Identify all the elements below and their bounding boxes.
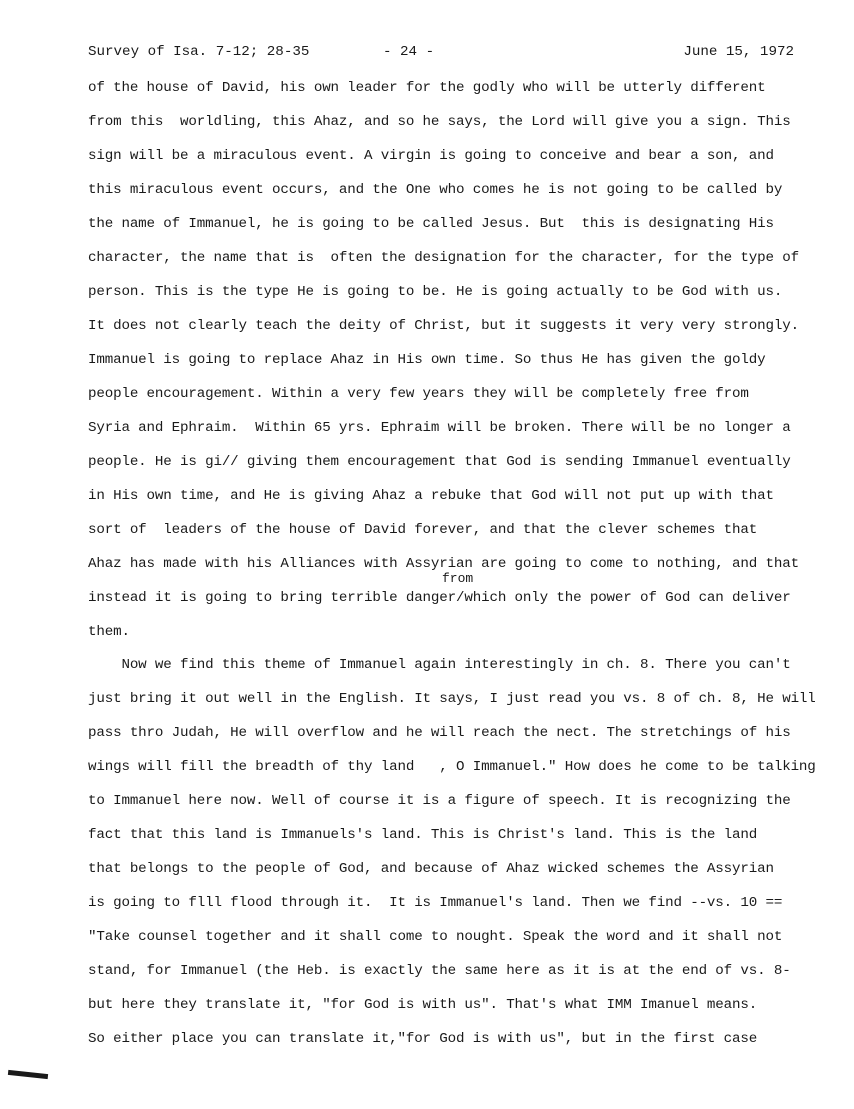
page-header	[88, 44, 794, 64]
header-title: Survey of Isa. 7-12; 28-35	[88, 44, 310, 60]
text-line: person. This is the type He is going to be. He is going actually to be God with us.	[88, 284, 783, 300]
text-line: people encouragement. Within a very few years they will be completely free from	[88, 386, 749, 402]
text-line: people. He is gi// giving them encouragement that God is sending Immanuel eventually	[88, 454, 791, 470]
text-line: but here they translate it, "for God is with us". That's what IMM Imanuel means.	[88, 997, 758, 1013]
text-line: fact that this land is Immanuels's land. This is Christ's land. This is the land	[88, 827, 758, 843]
page-number: - 24 -	[383, 44, 435, 60]
text-line: pass thro Judah, He will overflow and he will reach the nect. The stretchings of his	[88, 725, 791, 741]
text-line: sign will be a miraculous event. A virgin is going to conceive and bear a son, and	[88, 148, 774, 164]
text-line: Ahaz has made with his Alliances with Assyrian are going to come to nothing, and that	[88, 556, 799, 572]
text-line: instead it is going to bring terrible danger/which only the power of God can deliver	[88, 590, 791, 606]
text-line: of the house of David, his own leader for the godly who will be utterly different	[88, 80, 766, 96]
text-line: "Take counsel together and it shall come to nought. Speak the word and it shall not	[88, 929, 783, 945]
header-date: June 15, 1972	[683, 44, 794, 60]
text-line: sort of leaders of the house of David forever, and that the clever schemes that	[88, 522, 758, 538]
scan-mark	[8, 1070, 48, 1079]
handwritten-insertion: from	[442, 571, 474, 586]
text-line: It does not clearly teach the deity of Christ, but it suggests it very very strongly.	[88, 318, 799, 334]
text-line: them.	[88, 624, 130, 640]
text-line: character, the name that is often the designation for the character, for the type of	[88, 250, 799, 266]
text-line: wings will fill the breadth of thy land , O Immanuel." How does he come to be talking	[88, 759, 816, 775]
text-line: stand, for Immanuel (the Heb. is exactly the same here as it is at the end of vs. 8-	[88, 963, 791, 979]
text-line: that belongs to the people of God, and because of Ahaz wicked schemes the Assyrian	[88, 861, 774, 877]
text-line: this miraculous event occurs, and the One who comes he is not going to be called by	[88, 182, 783, 198]
text-line: is going to flll flood through it. It is Immanuel's land. Then we find --vs. 10 ==	[88, 895, 783, 911]
text-line: in His own time, and He is giving Ahaz a rebuke that God will not put up with that	[88, 488, 774, 504]
text-line: just bring it out well in the English. It says, I just read you vs. 8 of ch. 8, He will	[88, 691, 816, 707]
text-line: from this worldling, this Ahaz, and so he says, the Lord will give you a sign. This	[88, 114, 791, 130]
text-line: So either place you can translate it,"for God is with us", but in the first case	[88, 1031, 758, 1047]
text-line: Syria and Ephraim. Within 65 yrs. Ephraim will be broken. There will be no longer a	[88, 420, 791, 436]
text-line: the name of Immanuel, he is going to be called Jesus. But this is designating His	[88, 216, 774, 232]
text-line: to Immanuel here now. Well of course it is a figure of speech. It is recognizing the	[88, 793, 791, 809]
text-line: Now we find this theme of Immanuel again interestingly in ch. 8. There you can't	[88, 657, 791, 673]
text-line: Immanuel is going to replace Ahaz in His own time. So thus He has given the goldy	[88, 352, 766, 368]
